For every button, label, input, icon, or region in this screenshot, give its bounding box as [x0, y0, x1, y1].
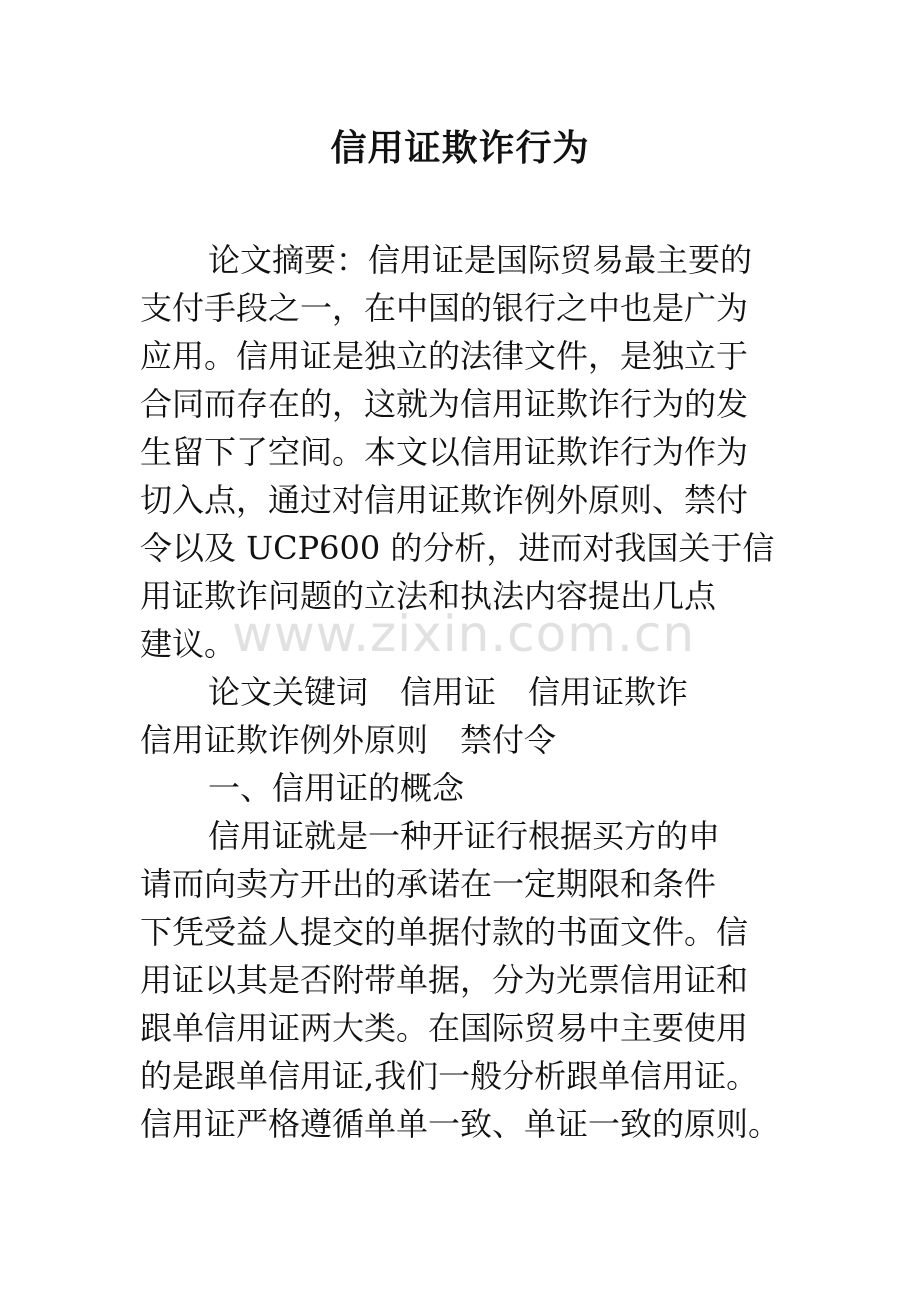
abstract-line-4: 合同而存在的，这就为信用证欺诈行为的发: [140, 385, 749, 423]
abstract-line-6: 切入点，通过对信用证欺诈例外原则、禁付: [140, 481, 749, 519]
watermark: www.zixin.com.cn: [232, 605, 696, 663]
abstract-line-3: 应用。信用证是独立的法律文件，是独立于: [140, 337, 749, 375]
abstract-line-8: 用证欺诈问题的立法和执法内容提出几点: [140, 577, 717, 615]
keywords-line-1: 论文关键词 信用证 信用证欺诈: [208, 673, 689, 711]
abstract-line-7: 令以及 UCP600 的分析，进而对我国关于信: [140, 529, 775, 567]
body-line-2: 请而向卖方开出的承诺在一定期限和条件: [140, 865, 717, 903]
section-heading: 一、信用证的概念: [208, 769, 465, 807]
abstract-line-1: 论文摘要：信用证是国际贸易最主要的: [208, 241, 753, 279]
abstract-line-2: 支付手段之一，在中国的银行之中也是广为: [140, 289, 749, 327]
body-line-5: 跟单信用证两大类。在国际贸易中主要使用: [140, 1009, 749, 1047]
body-line-4: 用证以其是否附带单据，分为光票信用证和: [140, 961, 749, 999]
body-line-6: 的是跟单信用证,我们一般分析跟单信用证。: [140, 1057, 759, 1095]
keywords-line-2: 信用证欺诈例外原则 禁付令: [140, 721, 557, 759]
body-line-3: 下凭受益人提交的单据付款的书面文件。信: [140, 913, 749, 951]
abstract-line-5: 生留下了空间。本文以信用证欺诈行为作为: [140, 433, 749, 471]
document-title: 信用证欺诈行为: [330, 127, 590, 169]
body-line-1: 信用证就是一种开证行根据买方的申: [208, 817, 721, 855]
abstract-line-9: 建议。: [140, 625, 237, 663]
body-line-7: 信用证严格遵循单单一致、单证一致的原则。: [140, 1105, 781, 1143]
